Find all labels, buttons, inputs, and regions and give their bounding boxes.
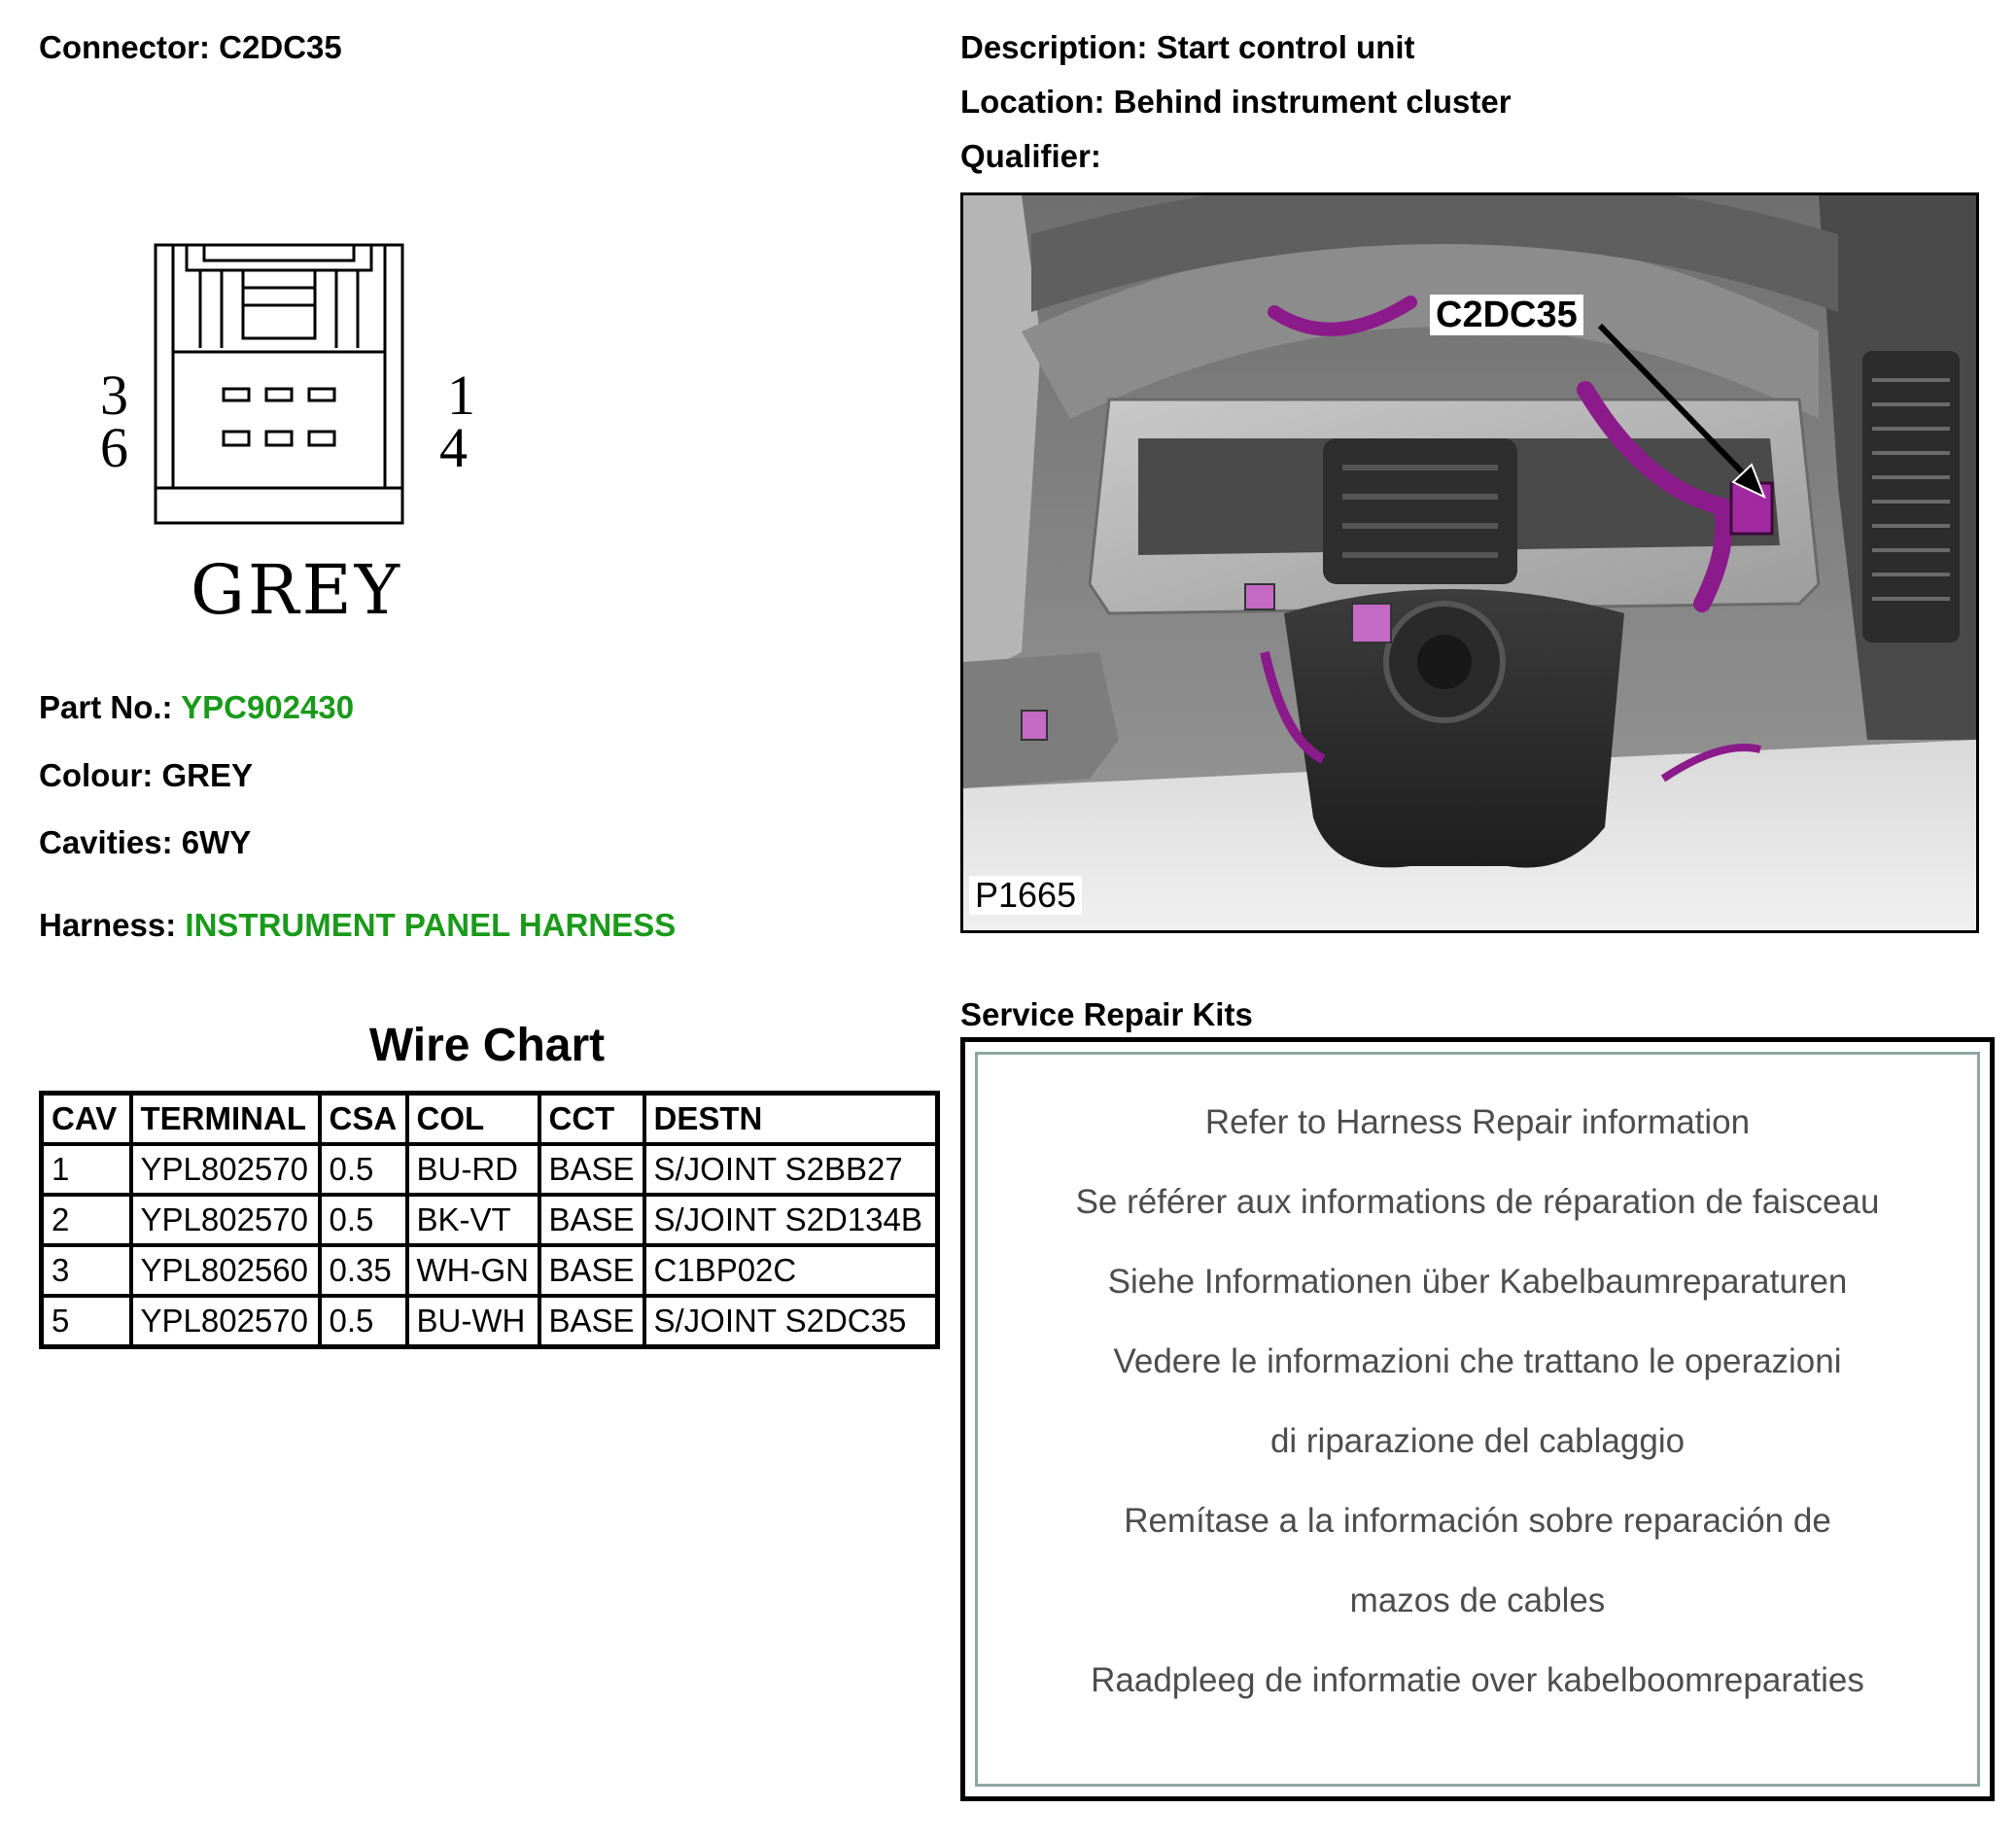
location-field: [960, 86, 1512, 118]
table-row: [42, 1195, 938, 1245]
table-row: [42, 1245, 938, 1296]
qualifier-field: [960, 140, 1101, 172]
column-header-terminal: TERMINAL: [131, 1094, 320, 1145]
qualifier-label: Qualifier:: [960, 138, 1101, 174]
photo-figure-id: P1665: [969, 876, 1082, 915]
description-label: Description:: [960, 29, 1148, 65]
colour-value: GREY: [161, 757, 254, 793]
pin-number-6: 6: [100, 416, 128, 479]
location-value: Behind instrument cluster: [1113, 84, 1512, 120]
cell-destn: S/JOINT S2BB27: [644, 1144, 938, 1195]
location-label: Location:: [960, 84, 1105, 120]
cell-col: BU-RD: [407, 1144, 539, 1195]
repair-line: Remítase a la información sobre reparación de: [1124, 1502, 1831, 1540]
repair-line: mazos de cables: [1349, 1582, 1606, 1619]
cell-cct: BASE: [539, 1144, 644, 1195]
cavities-field: [39, 826, 251, 858]
pin-number-3: 3: [100, 364, 128, 427]
wire-chart-header-row: [42, 1094, 938, 1145]
cell-csa: 0.35: [320, 1245, 407, 1296]
cell-terminal: YPL802570: [131, 1144, 320, 1195]
column-header-cct: CCT: [539, 1094, 644, 1145]
column-header-cav: CAV: [42, 1094, 131, 1145]
column-header-csa: CSA: [320, 1094, 407, 1145]
cell-cav: 2: [42, 1195, 131, 1245]
repair-line: Vedere le informazioni che trattano le operazioni: [1113, 1342, 1842, 1380]
cell-destn: C1BP02C: [644, 1245, 938, 1296]
cell-terminal: YPL802570: [131, 1296, 320, 1347]
part-no-label: Part No.:: [39, 689, 173, 725]
cell-cct: BASE: [539, 1195, 644, 1245]
description-field: [960, 31, 1415, 63]
description-value: Start control unit: [1156, 29, 1415, 65]
cell-csa: 0.5: [320, 1296, 407, 1347]
pin-number-1: 1: [447, 364, 475, 427]
harness-field: [39, 909, 676, 941]
service-repair-kits-box: [960, 1037, 1995, 1801]
harness-label: Harness:: [39, 907, 177, 943]
wire-chart-title: Wire Chart: [368, 1020, 606, 1071]
colour-label: Colour:: [39, 757, 154, 793]
colour-field: [39, 759, 253, 791]
harness-link[interactable]: INSTRUMENT PANEL HARNESS: [185, 907, 677, 943]
wire-chart-table: [39, 1091, 940, 1349]
cavities-label: Cavities:: [39, 824, 173, 860]
repair-line: Raadpleeg de informatie over kabelboomreparaties: [1091, 1661, 1864, 1699]
cell-csa: 0.5: [320, 1144, 407, 1195]
pin-number-4: 4: [439, 416, 468, 479]
column-header-col: COL: [407, 1094, 539, 1145]
cell-cav: 5: [42, 1296, 131, 1347]
cell-destn: S/JOINT S2D134B: [644, 1195, 938, 1245]
connector-field: [39, 31, 342, 63]
service-repair-kits-title: Service Repair Kits: [960, 996, 1253, 1032]
cell-cav: 1: [42, 1144, 131, 1195]
cell-col: BU-WH: [407, 1296, 539, 1347]
cell-cct: BASE: [539, 1296, 644, 1347]
cell-col: BK-VT: [407, 1195, 539, 1245]
repair-line: Se référer aux informations de réparation de faisceau: [1075, 1183, 1880, 1221]
column-header-destn: DESTN: [644, 1094, 938, 1145]
cell-terminal: YPL802570: [131, 1195, 320, 1245]
repair-line: Refer to Harness Repair information: [1204, 1103, 1751, 1141]
cell-csa: 0.5: [320, 1195, 407, 1245]
repair-line: Siehe Informationen über Kabelbaumreparaturen: [1107, 1263, 1848, 1301]
connector-label: Connector:: [39, 29, 210, 65]
connector-colour-caption: GREY: [191, 550, 402, 630]
table-row: [42, 1296, 938, 1347]
repair-line: di riparazione del cablaggio: [1269, 1422, 1686, 1460]
connector-face-diagram: [146, 233, 418, 535]
table-row: [42, 1144, 938, 1195]
cavity-row-top: [224, 389, 334, 400]
location-photo: [960, 192, 1979, 933]
part-no-field: [39, 691, 354, 723]
service-repair-kits-inner: [975, 1052, 1980, 1787]
cell-col: WH-GN: [407, 1245, 539, 1296]
cell-cct: BASE: [539, 1245, 644, 1296]
cell-cav: 3: [42, 1245, 131, 1296]
cavity-row-bottom: [224, 432, 334, 445]
part-no-link[interactable]: YPC902430: [181, 689, 355, 725]
cell-destn: S/JOINT S2DC35: [644, 1296, 938, 1347]
cell-terminal: YPL802560: [131, 1245, 320, 1296]
photo-callout-label: C2DC35: [1430, 295, 1583, 335]
cavities-value: 6WY: [181, 824, 252, 860]
connector-value: C2DC35: [219, 29, 342, 65]
